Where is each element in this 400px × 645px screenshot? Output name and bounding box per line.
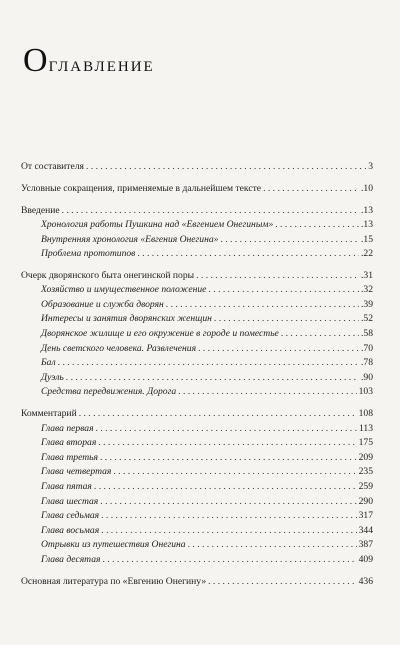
toc-entry-label: Очерк дворянского быта онегинской поры [21, 270, 195, 281]
toc-entry-label: День светского человека. Развлечения [41, 343, 197, 354]
toc-entry-label: Основная литература по «Евгению Онегину» [21, 576, 207, 587]
toc-entry-label: Проблема прототипов [41, 248, 136, 259]
toc-leader-dots [94, 481, 357, 493]
toc-entry-label: Глава десятая [41, 554, 101, 565]
toc-leader-dots [62, 205, 359, 217]
toc-entry-page-number: 175 [358, 437, 373, 448]
toc-leader-dots [275, 219, 359, 231]
toc-leader-dots [263, 183, 359, 195]
toc-entry-page-number: 108 [358, 408, 373, 419]
toc-entry [41, 234, 373, 247]
toc-leader-dots [220, 234, 359, 246]
toc-leader-dots [281, 328, 359, 340]
toc-entry-page-number: 235 [358, 466, 373, 477]
toc-entry [41, 437, 373, 450]
toc-entry [41, 554, 373, 567]
toc-entry-page-number: .52 [361, 313, 373, 324]
toc-entry [41, 372, 373, 385]
toc-entry [41, 481, 373, 494]
toc-entry-page-number: 344 [358, 525, 373, 536]
toc-leader-dots [214, 313, 359, 325]
toc-entry-page-number: .22 [361, 248, 373, 259]
title-rest: главление [48, 51, 155, 76]
toc-entry-label: Глава третья [41, 452, 98, 463]
toc-entry-label: Средства передвижения. Дорога [41, 386, 177, 397]
toc-entry [41, 313, 373, 326]
toc-entry-page-number: 436 [358, 576, 373, 587]
toc-leader-dots [101, 525, 356, 537]
toc-entry-page-number: .58 [361, 328, 373, 339]
toc-leader-dots [188, 539, 357, 551]
toc-entry-label: Глава пятая [41, 481, 92, 492]
toc-entry [21, 576, 373, 589]
toc-entry-label: Дворянское жилище и его окружение в городе и поместье [41, 328, 279, 339]
toc-entry-page-number: 290 [358, 496, 373, 507]
toc-leader-dots [66, 372, 359, 384]
toc-entry [41, 386, 373, 399]
toc-entry-page-number: 409 [358, 554, 373, 565]
toc-entry-page-number: 209 [358, 452, 373, 463]
toc-entry-page-number: .15 [361, 234, 373, 245]
toc-leader-dots [137, 248, 359, 260]
toc-entry [41, 510, 373, 523]
toc-entry [41, 466, 373, 479]
toc-leader-dots [178, 386, 356, 398]
toc-leader-dots [100, 496, 356, 508]
toc-entry [41, 284, 373, 297]
toc-entry-label: Введение [21, 205, 60, 216]
toc-entry [41, 496, 373, 509]
toc-entry-label: Глава четвертая [41, 466, 112, 477]
toc-entry-label: Глава шестая [41, 496, 99, 507]
toc-entry-label: Образование и служба дворян [41, 299, 164, 310]
toc-entry-label: Внутренняя хронология «Евгения Онегина» [41, 234, 219, 245]
toc-leader-dots [166, 299, 359, 311]
toc-entry-page-number: 103 [358, 386, 373, 397]
toc-entry [21, 205, 373, 218]
toc-entry [41, 525, 373, 538]
toc-entry [41, 248, 373, 261]
toc-leader-dots [113, 466, 356, 478]
toc-entry-label: Глава восьмая [41, 525, 100, 536]
toc-entry [41, 219, 373, 232]
toc-leader-dots [208, 576, 356, 588]
toc-entry-page-number: .13 [361, 219, 373, 230]
toc-entry-page-number: .70 [361, 343, 373, 354]
toc-entry-label: Хронология работы Пушкина над «Евгением Онегиным» [41, 219, 274, 230]
toc-entry-label: Бал [41, 357, 56, 368]
toc-entry [21, 161, 373, 174]
toc-entry-page-number: 317 [358, 510, 373, 521]
toc-leader-dots [96, 423, 357, 435]
toc-entry-label: Глава вторая [41, 437, 97, 448]
toc-leader-dots [58, 357, 359, 369]
toc-entry [41, 539, 373, 552]
toc-leader-dots [196, 270, 359, 282]
toc-entry [41, 357, 373, 370]
toc-entry-page-number: 387 [358, 539, 373, 550]
toc-entry-label: Глава седьмая [41, 510, 100, 521]
toc-entry-page-number: .90 [361, 372, 373, 383]
toc-entry-page-number: .13 [361, 205, 373, 216]
toc-leader-dots [198, 343, 359, 355]
toc-entry-page-number: .78 [361, 357, 373, 368]
toc-leader-dots [86, 161, 366, 173]
toc-entry-page-number: 3 [368, 161, 373, 172]
toc-entry-page-number: .10 [361, 183, 373, 194]
page-title [23, 44, 155, 78]
toc-entry-page-number: 113 [358, 423, 373, 434]
toc-entry-page-number: .31 [361, 270, 373, 281]
toc-entry [41, 328, 373, 341]
toc-entry [21, 183, 373, 196]
toc-entry-page-number: .39 [361, 299, 373, 310]
toc-entry-label: Глава первая [41, 423, 94, 434]
toc-entry-label: От составителя [21, 161, 84, 172]
toc-entry [21, 270, 373, 283]
toc-leader-dots [100, 452, 357, 464]
toc-entry-label: Условные сокращения, применяемые в дальнейшем тексте [21, 183, 262, 194]
toc-entry [41, 423, 373, 436]
toc-entry-label: Хозяйство и имущественное положение [41, 284, 207, 295]
toc-entry [41, 299, 373, 312]
toc-leader-dots [79, 408, 357, 420]
toc-entry [21, 408, 373, 421]
toc-leader-dots [208, 284, 359, 296]
toc-entry-label: Комментарий [21, 408, 77, 419]
title-first-letter: О [23, 42, 48, 79]
toc-entry-label: Отрывки из путешествия Онегина [41, 539, 186, 550]
toc-leader-dots [98, 437, 356, 449]
toc-entry-label: Дуэль [41, 372, 64, 383]
toc-entry-page-number: 259 [358, 481, 373, 492]
toc-entry-page-number: .32 [361, 284, 373, 295]
toc-entry-label: Интересы и занятия дворянских женщин [41, 313, 212, 324]
toc-entry [41, 452, 373, 465]
toc-leader-dots [101, 510, 357, 522]
toc-entry [41, 343, 373, 356]
toc-leader-dots [102, 554, 356, 566]
